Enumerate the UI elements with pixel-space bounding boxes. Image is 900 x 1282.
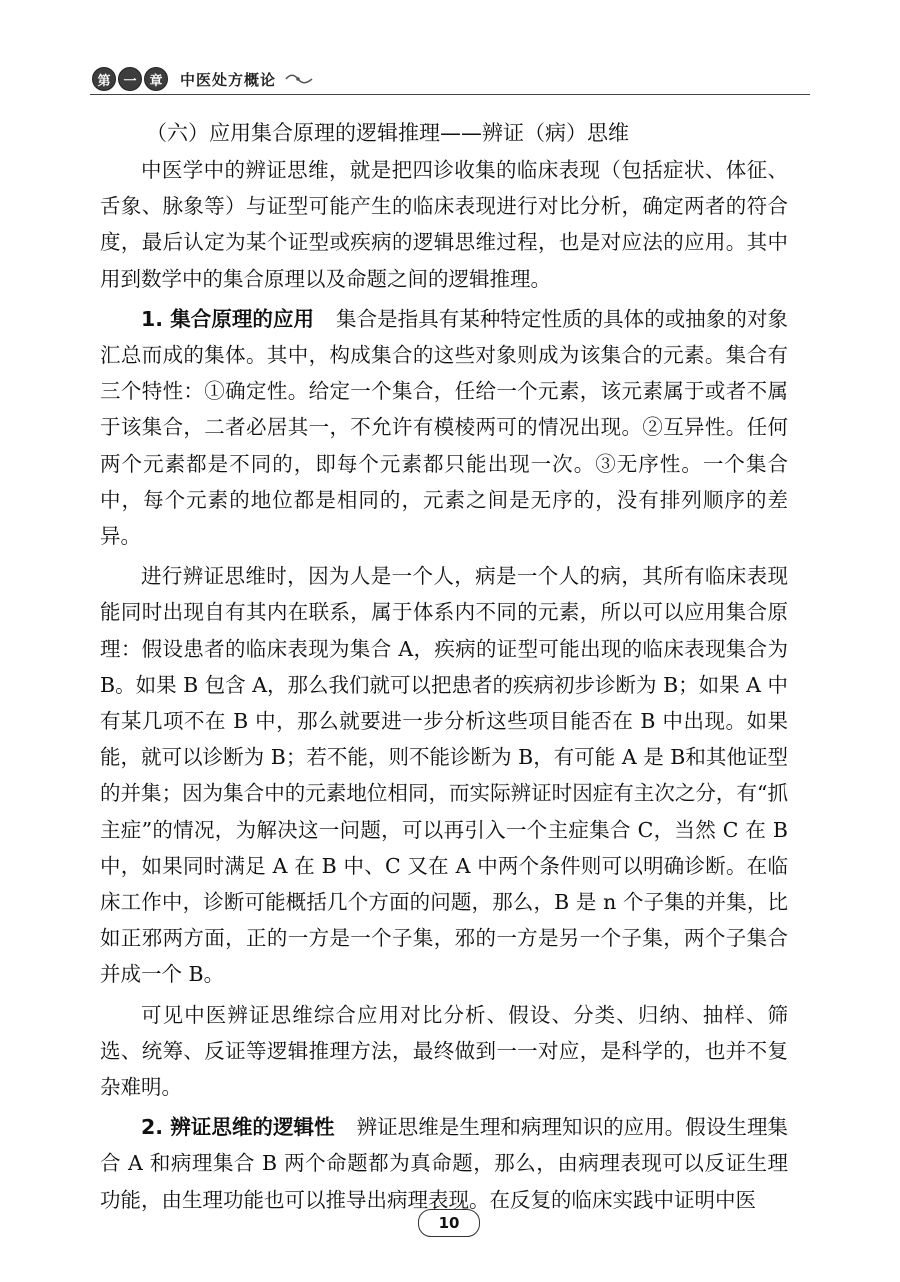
subsection-title: 2. 辨证思维的逻辑性: [141, 1115, 335, 1140]
body-text: [100, 114, 788, 1218]
paragraph: [100, 301, 788, 554]
paragraph-text: 进行辨证思维时，因为人是一个人，病是一个人的病，其所有临床表现能同时出现自有其内在联系，属于体系内不同的元素，所以可以应用集合原理：假设患者的临床表现为集合 A，疾病的证型可能出现的临床表现集合为 B。如果 B 包含 A，那么我们就可以把患者的疾病初步诊断为 B；如果 A 中有某几项不在 B 中，那么就要进一步分析这些项目能否在 B 中出现。如果能，就可以诊断为 B；若不能，则不能诊断为 B，有可能 A 是 B和其他证型的并集；因为集合中的元素地位相同，而实际辨证时因症有主次之分，有“抓主症”的情况，为解决这一问题，可以再引入一个主症集合 C，当然 C 在 B 中，如果同时满足 A 在 B 中、C 又在 A 中两个条件则可以明确诊断。在临床工作中，诊断可能概括几个方面的问题，那么，B 是 n 个子集的并集，比如正邪两方面，正的一方是一个子集，邪的一方是另一个子集，两个子集合并成一个 B。: [100, 564, 788, 987]
chapter-char-2: 一: [118, 67, 142, 91]
paragraph-text: 中医学中的辨证思维，就是把四诊收集的临床表现（包括症状、体征、舌象、脉象等）与证型可能产生的临床表现进行对比分析，确定两者的符合度，最后认定为某个证型或疾病的逻辑思维过程，也是对应法的应用。其中用到数学中的集合原理以及命题之间的逻辑推理。: [100, 158, 788, 291]
running-header: [92, 66, 314, 92]
chapter-badge: [92, 67, 168, 91]
subsection-title: 1. 集合原理的应用: [141, 306, 315, 331]
page-number: 10: [418, 1209, 480, 1237]
chapter-char-3: 章: [144, 67, 168, 91]
paragraph: [100, 1109, 788, 1218]
paragraph: [100, 152, 788, 297]
paragraph: [100, 997, 788, 1106]
paragraph-text: 集合是指具有某种特定性质的具体的或抽象的对象汇总而成的集体。其中，构成集合的这些对象则成为该集合的元素。集合有三个特性：①确定性。给定一个集合，任给一个元素，该元素属于或者不属于该集合，二者必居其一，不允许有模棱两可的情况出现。②互异性。任何两个元素都是不同的，即每个元素都只能出现一次。③无序性。一个集合中，每个元素的地位都是相同的，元素之间是无序的，没有排列顺序的差异。: [100, 306, 788, 549]
section-heading: （六）应用集合原理的逻辑推理——辨证（病）思维: [146, 121, 629, 145]
chapter-title: 中医处方概论: [180, 70, 277, 89]
paragraph: [100, 558, 788, 992]
ornament-icon: [284, 73, 314, 85]
paragraph-text: 辨证思维是生理和病理知识的应用。假设生理集合 A 和病理集合 B 两个命题都为真命题，那么，由病理表现可以反证生理功能，由生理功能也可以推导出病理表现。在反复的临床实践中证明中医: [100, 1115, 788, 1212]
chapter-char-1: 第: [92, 67, 116, 91]
paragraph-text: 可见中医辨证思维综合应用对比分析、假设、分类、归纳、抽样、筛选、统筹、反证等逻辑推理方法，最终做到一一对应，是科学的，也并不复杂难明。: [100, 1002, 788, 1100]
header-rule: [90, 94, 810, 95]
